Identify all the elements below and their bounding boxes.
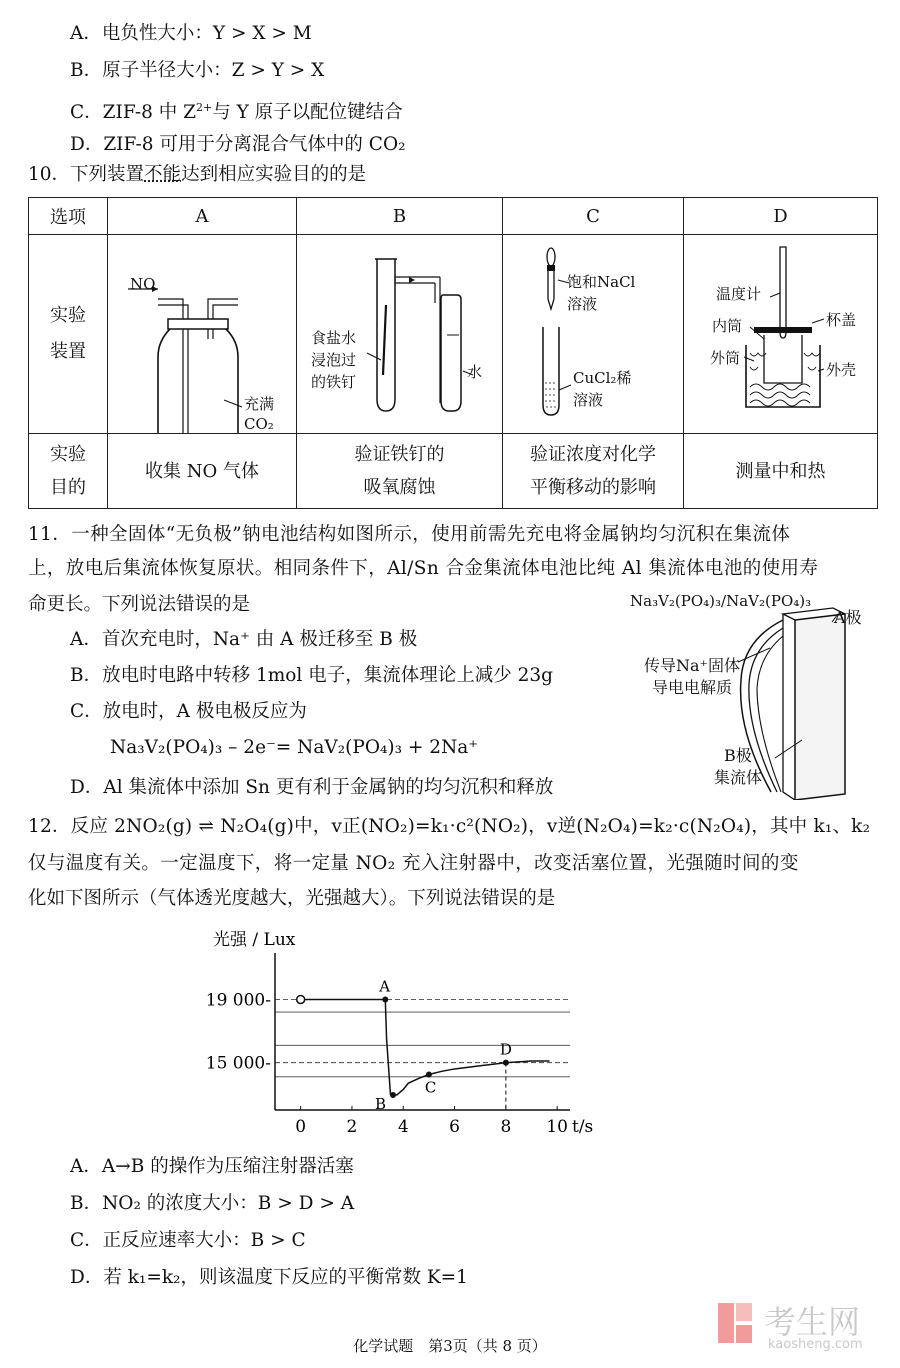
battery-b-label-1: B极 — [724, 746, 752, 765]
q11-line-3: 命更长。下列说法错误的是 — [28, 594, 251, 615]
q10-row-purpose-head-2: 目的 — [50, 477, 86, 498]
page-footer: 化学试题 第3页（共 8 页） — [353, 1337, 547, 1355]
q10-stem-post: 达到相应实验目的的是 — [181, 164, 367, 185]
chart-point-label-B: B — [375, 1095, 387, 1113]
q10-b-label-2: 浸泡过 — [311, 351, 357, 369]
chart-point-label-A: A — [379, 977, 391, 996]
watermark-en: kaosheng.com — [768, 1337, 863, 1352]
q9-option-c-post: 与 Y 原子以配位键结合 — [212, 102, 403, 124]
watermark-cn: 考生网 — [764, 1303, 861, 1341]
q12-option-c: C．正反应速率大小：B > C — [70, 1230, 306, 1251]
battery-figure — [620, 590, 890, 800]
q10-purpose-c-1: 验证浓度对化学 — [530, 444, 656, 465]
battery-b-label-2: 集流体 — [714, 768, 763, 787]
q10-a-fill-label-2: CO₂ — [244, 415, 274, 433]
q10-purpose-b-2: 吸氧腐蚀 — [363, 477, 436, 498]
chart-point-label-C: C — [424, 1078, 437, 1097]
q12-line-3: 化如下图所示（气体透光度越大，光强越大）。下列说法错误的是 — [28, 888, 556, 909]
q12-line-1: 12．反应 2NO₂(g) ⇌ N₂O₄(g)中，v正(NO₂)=k₁·c²(NO₂)，v逆(N₂O₄)=k₂·c(N₂O₄)，其中 k₁、k₂ — [28, 816, 871, 837]
q11-option-c: C．放电时，A 极电极反应为 — [70, 701, 307, 722]
q10-d-outer-label: 外筒 — [710, 349, 741, 367]
battery-electrolyte-label-1: 传导Na⁺固体 — [644, 656, 740, 675]
q10-a-fill-label-1: 充满 — [244, 395, 275, 413]
q10-device-b — [297, 235, 503, 434]
chart-point-label-D: D — [499, 1040, 512, 1059]
q10-col-c: C — [503, 198, 684, 235]
q10-b-water-label: 水 — [467, 363, 483, 381]
chart-point-D — [503, 1060, 509, 1066]
q10-row-purpose-head-1: 实验 — [50, 444, 86, 465]
light-intensity-chart — [205, 925, 625, 1145]
q9-option-c-sup: 2+ — [195, 101, 213, 114]
q10-c-top-label-1: 饱和NaCl — [567, 273, 636, 291]
q9-option-b: B．原子半径大小：Z > Y > X — [70, 60, 325, 81]
q11-line-1: 11．一种全固体“无负极”钠电池结构如图所示，使用前需先充电将金属钠均匀沉积在集流体 — [28, 524, 791, 545]
chart-ytick-label-0: 19 000- — [205, 990, 271, 1011]
watermark-logo — [712, 1295, 892, 1355]
q12-line-2: 仅与温度有关。一定温度下，将一定量 NO₂ 充入注射器中，改变活塞位置，光强随时间的变 — [28, 853, 799, 874]
q10-col-option: 选项 — [29, 198, 108, 235]
q9-option-a: A．电负性大小：Y > X > M — [70, 23, 312, 44]
battery-title-label: Na₃V₂(PO₄)₃/NaV₂(PO₄)₃ — [630, 592, 812, 610]
chart-point-A — [382, 996, 388, 1002]
chart-ytick-label-1: 15 000- — [205, 1053, 271, 1074]
chart-svg — [205, 925, 625, 1145]
q12-option-d: D．若 k₁=k₂，则该温度下反应的平衡常数 K=1 — [70, 1267, 468, 1288]
q10-purpose-d-1: 测量中和热 — [735, 460, 826, 482]
q10-stem-emphasis: 不能 — [144, 164, 182, 185]
q10-c-top-label-2: 溶液 — [567, 295, 598, 313]
q10-table-device-row — [29, 235, 878, 434]
q10-purpose-d — [684, 434, 878, 509]
q9-option-d: D．ZIF-8 可用于分离混合气体中的 CO₂ — [70, 134, 406, 155]
q10-c-bottom-label-1: CuCl₂稀 — [573, 369, 632, 387]
q10-row-device-head-1: 实验 — [50, 305, 86, 326]
q10-col-d: D — [684, 198, 878, 235]
chart-x-label: t/s — [572, 1117, 594, 1137]
q10-b-label-1: 食盐水 — [311, 329, 357, 347]
q10-d-thermometer-label: 温度计 — [716, 285, 762, 303]
q11-option-a: A．首次充电时，Na⁺ 由 A 极迁移至 B 极 — [70, 629, 418, 650]
q11-option-b: B．放电时电路中转移 1mol 电子，集流体理论上减少 23g — [70, 665, 553, 686]
q11-line-2: 上，放电后集流体恢复原状。相同条件下，Al/Sn 合金集流体电池比纯 Al 集流体电池的使用寿 — [28, 558, 819, 579]
q10-device-d — [684, 235, 878, 434]
q10-device-a — [108, 235, 297, 434]
q10-table — [28, 197, 878, 509]
q11-option-d: D．Al 集流体中添加 Sn 更有利于金属钠的均匀沉积和释放 — [70, 777, 554, 798]
q10-b-label-3: 的铁钉 — [311, 373, 357, 391]
q10-col-a: A — [108, 198, 297, 235]
q10-table-header-row — [29, 198, 878, 235]
battery-electrolyte-label-2: 导电电解质 — [652, 678, 733, 697]
chart-xtick-label-2: 4 — [397, 1117, 409, 1137]
q10-d-lid-label: 杯盖 — [826, 311, 857, 329]
q9-option-c — [70, 96, 403, 125]
chart-xtick-label-5: 10 — [546, 1117, 568, 1137]
q10-d-shell-label: 外壳 — [826, 361, 857, 379]
q10-row-device-head-2: 装置 — [50, 341, 86, 362]
q10-purpose-a-1: 收集 NO 气体 — [145, 460, 259, 482]
q10-row-purpose-head — [29, 434, 108, 509]
q12-option-b: B．NO₂ 的浓度大小：B > D > A — [70, 1193, 355, 1214]
q10-purpose-c-2: 平衡移动的影响 — [530, 477, 656, 498]
watermark-icon — [716, 1301, 756, 1345]
chart-xtick-label-3: 6 — [449, 1117, 460, 1137]
q10-device-c — [503, 235, 684, 434]
chart-point-C — [426, 1071, 432, 1077]
q10-stem — [28, 163, 366, 187]
q10-purpose-c — [503, 434, 684, 509]
q10-row-device-head — [29, 235, 108, 434]
q10-stem-pre: 10．下列装置 — [28, 164, 145, 185]
q9-option-c-pre: C．ZIF-8 中 Z — [70, 102, 196, 124]
q10-table-purpose-row — [29, 434, 878, 509]
q10-purpose-b — [297, 434, 503, 509]
chart-y-label: 光强 / Lux — [213, 930, 296, 950]
q10-purpose-a — [108, 434, 297, 509]
chart-point-B — [390, 1092, 396, 1098]
q12-option-a: A．A→B 的操作为压缩注射器活塞 — [70, 1156, 354, 1177]
q11-equation: Na₃V₂(PO₄)₃ – 2e⁻= NaV₂(PO₄)₃ + 2Na⁺ — [110, 737, 479, 758]
q10-a-gas-label: NO — [130, 275, 156, 293]
q10-col-b: B — [297, 198, 503, 235]
chart-start-marker — [297, 995, 305, 1003]
q10-d-inner-label: 内筒 — [712, 317, 743, 335]
q10-purpose-b-1: 验证铁钉的 — [354, 444, 445, 465]
q10-c-bottom-label-2: 溶液 — [573, 391, 604, 409]
chart-xtick-label-4: 8 — [500, 1117, 512, 1137]
battery-a-label: A极 — [834, 608, 862, 627]
chart-xtick-label-1: 2 — [346, 1117, 358, 1137]
chart-xtick-label-0: 0 — [295, 1117, 307, 1137]
chart-grid — [275, 999, 570, 1076]
